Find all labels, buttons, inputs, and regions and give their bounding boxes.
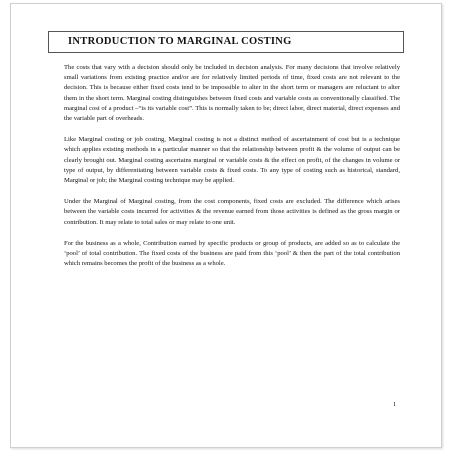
document-title: INTRODUCTION TO MARGINAL COSTING [68,36,292,47]
paragraph-2: Like Marginal costing or job costing, Marginal costing is not a distinct method of ascertainment of cost but is a technique which applies existing methods in a particular manner so that the relationship between profit & the volume of output can be clearly brought out. Marginal costing ascertains marginal or variable costs & the effect on profit, of the changes in volume or type of output, by differentiating between variable costs & fixed costs. To any type of costing such as historical, standard, Marginal or job; the Marginal costing technique may be applied. [64,136,400,185]
page-number: 1 [393,401,397,408]
document-body [64,63,400,280]
paragraph-4: For the business as a whole, Contribution earned by specific products or group of products, are added so as to calculate the ‘pool’ of total contribution. The fixed costs of the business are paid from this ‘pool’ & then the part of the total contribution which remains becomes the profit of the business as a whole. [64,239,400,268]
paragraph-3: Under the Marginal of Marginal costing, from the cost components, fixed costs are excluded. The difference which arises between the variable costs incurred for activities & the revenue earned from those activities is defined as the gross margin or contribution. It may relate to total sales or may relate to one unit. [64,198,400,226]
paragraph-1: The costs that vary with a decision should only be included in decision analysis. For many decisions that involve relatively small variations from existing practice and/or are for relatively limited periods of time, fixed costs are not relevant to the decision. This is because either fixed costs tend to be impossible to alter in the short term or managers are reluctant to alter them in the short term. Marginal costing distinguishes between fixed costs and variable costs as conventionally classified. The marginal cost of a product –“is its variable cost”. This is normally taken to be; direct labor, direct material, direct expenses and the variable part of overheads. [64,64,400,123]
